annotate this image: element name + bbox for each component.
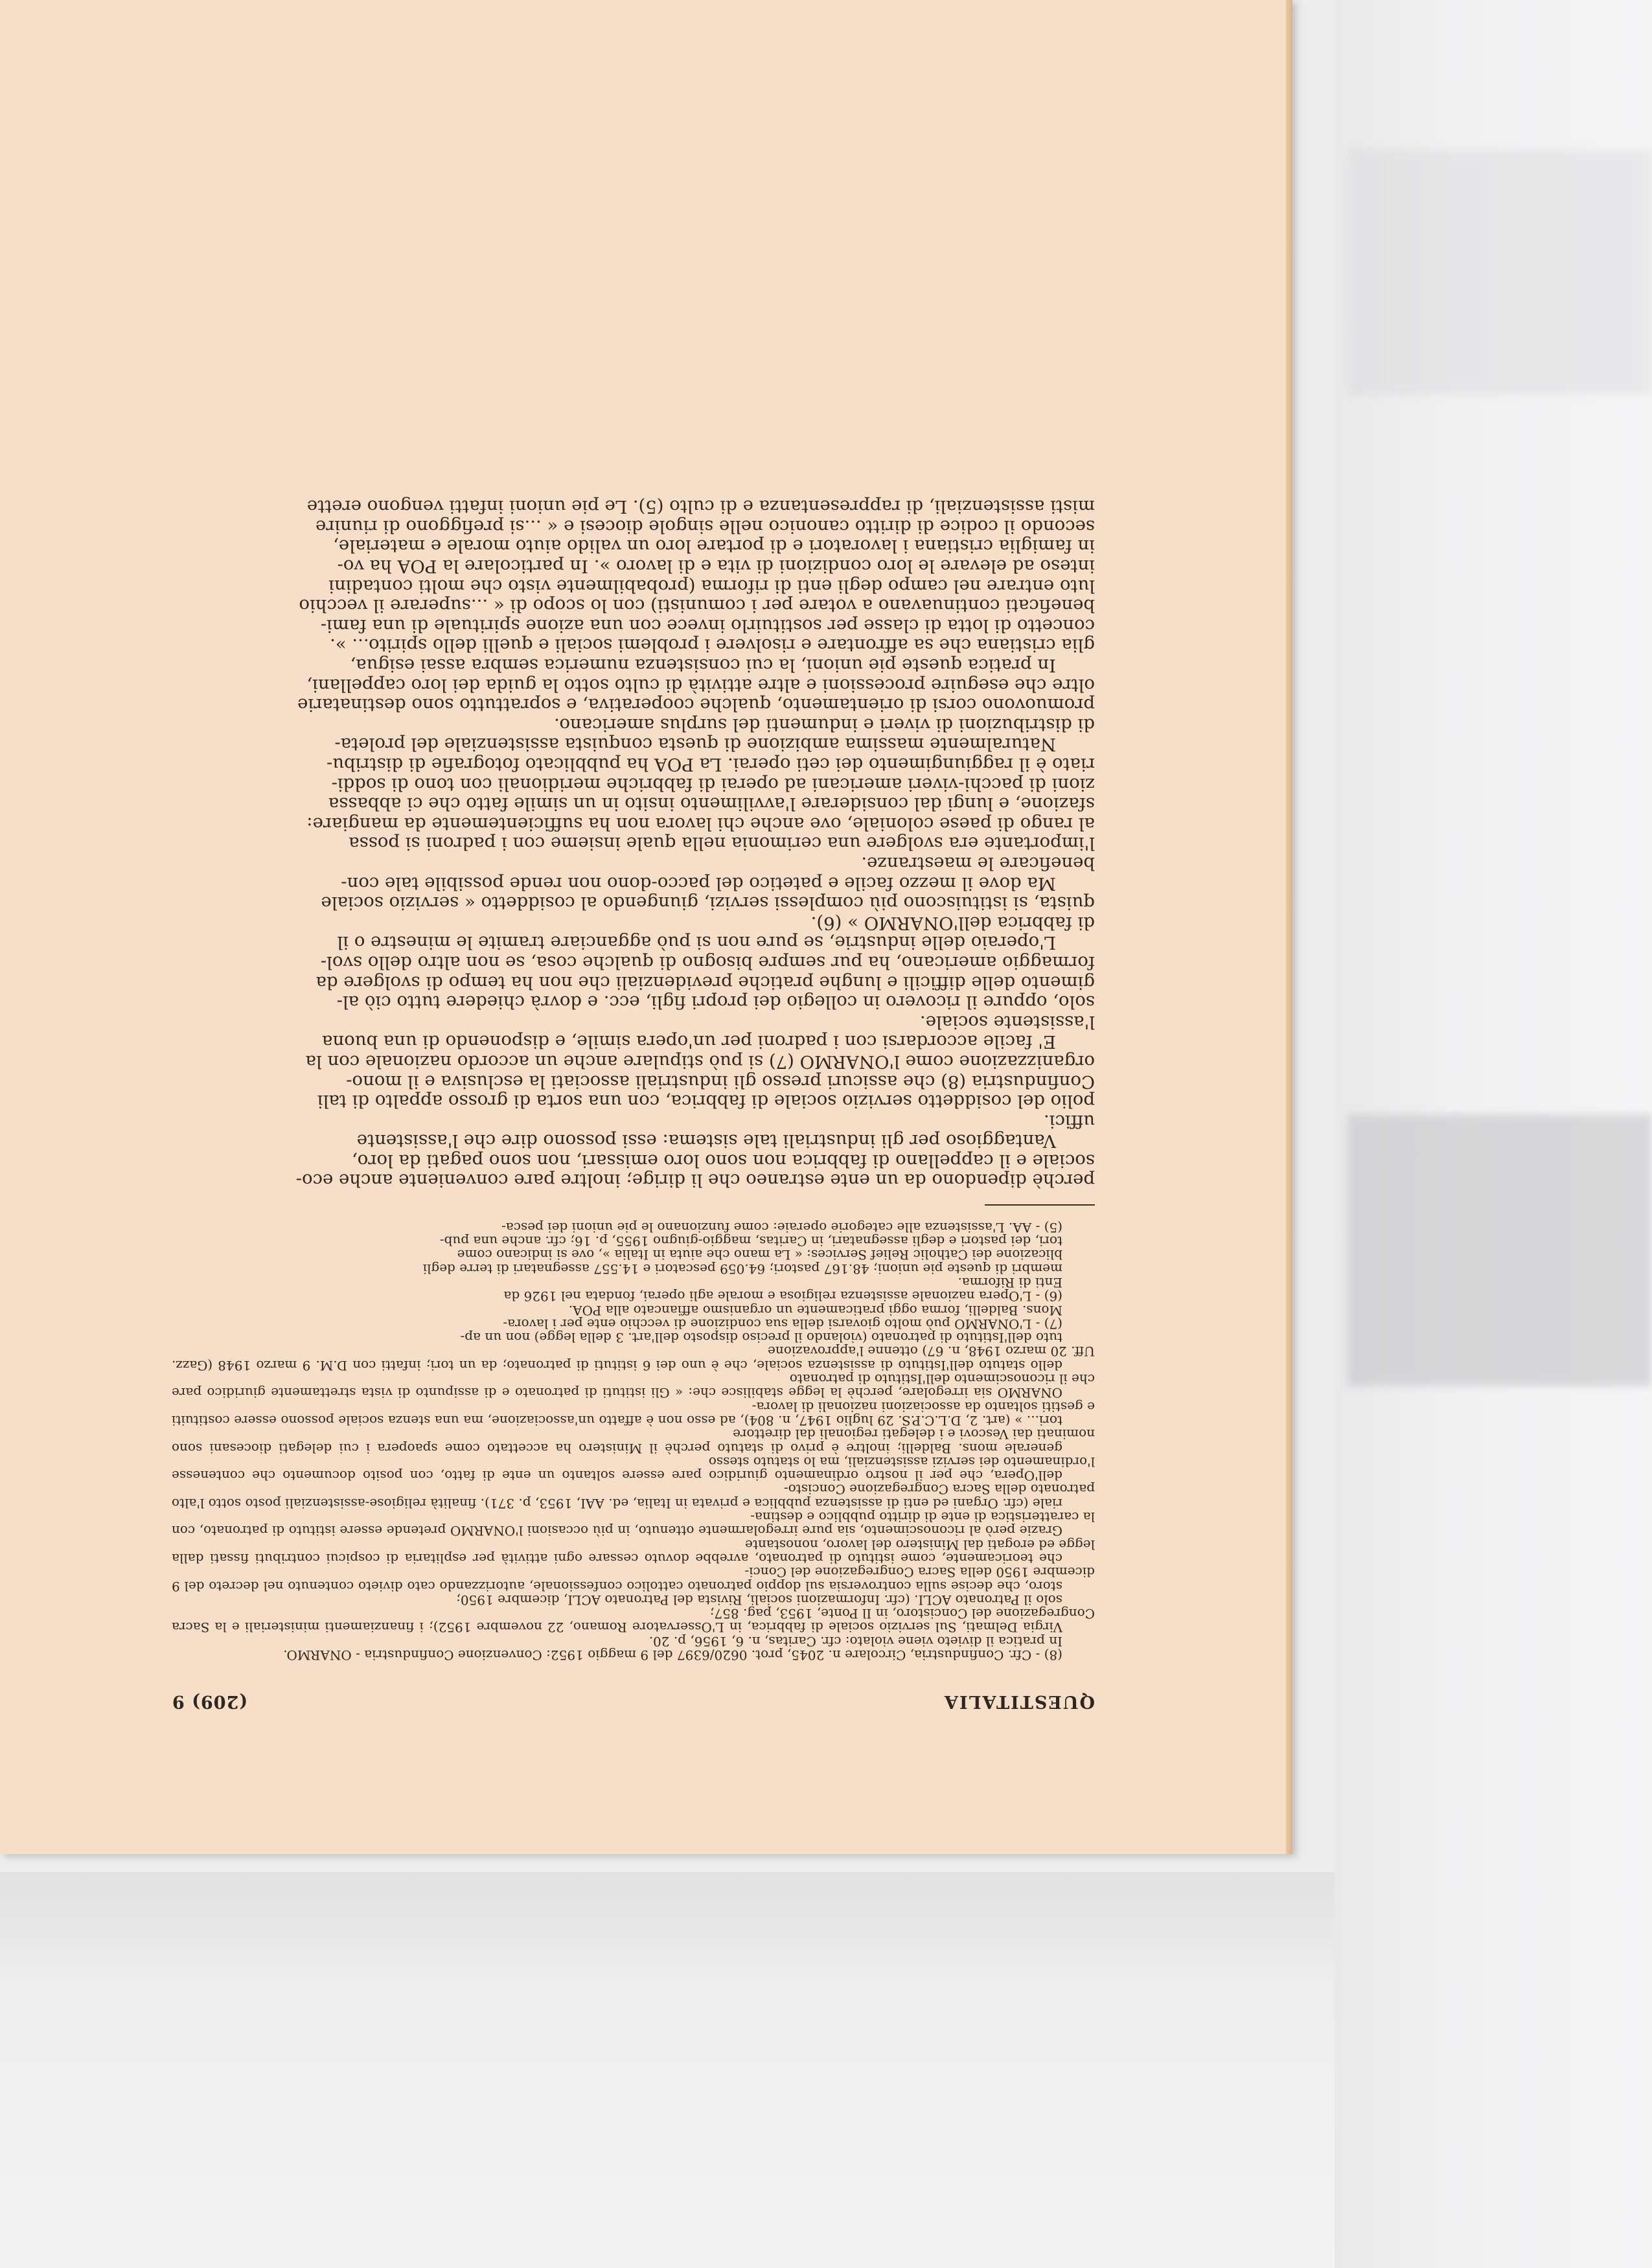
body-line: uffici. <box>1044 1110 1095 1132</box>
body-line: Confindustria (8) che assicuri presso gli industriali associati la esclusiva e il mono- <box>346 1071 1095 1092</box>
body-line: oltre che eseguire processioni e altre attività di culto sotto la guida dei loro cappellani, <box>306 674 1095 696</box>
body-line: l'importante era svolgere una cerimonia nella quale insieme con i padroni si possa <box>349 833 1095 854</box>
body-line: Ma dove il mezzo facile e patetico del pacco-dono non rende possibile tale con- <box>341 873 1056 894</box>
footnote-line: Virgia Delmati, Sul servizio sociale di fabbrica, in L'Osservatore Romano, 22 novembre 1952); i finanziamenti ministeriali e la Sacra Congregazione del Concistoro, in Il Ponte, 1953, pag. 857; <box>172 1606 1095 1636</box>
body-line: concetto di lotta di classe per sostituirlo invece con una azione spirituale di una fami- <box>320 615 1095 636</box>
body-line: l'assistente sociale. <box>919 1011 1095 1033</box>
footnote-line: (8) - Cfr. Confindustria, Circolare n. 2045, prot. 0620/6397 del 9 maggio 1952: Convenzione Confindustria - ONARMO. <box>283 1647 1062 1663</box>
bleed-through-mark-middle <box>1348 1114 1652 1386</box>
footnote-line: (5) - AA. L'assistenza alle categorie operaie: come funzionano le pie unioni dei pesca- <box>501 1219 1062 1235</box>
page-text-block <box>172 497 1095 1712</box>
footnote-line: Grazie però al riconoscimento, sia pure irregolarmente ottenuto, in più occasioni l'ONARMO pretende essere istituto di patronato, con la caratteristica di ente di diritto pubblico e destina- <box>172 1509 1095 1539</box>
footnote-line: ONARMO sia irregolare, perchè la legge stabilisce che: « Gli istituti di patronato e di assipunto di vista strettamente giuridico pare che il riconoscimento dell'Istituto di patronato <box>172 1371 1095 1401</box>
running-head-title: QUESTITALIA <box>943 1691 1095 1712</box>
body-line: al rango di paese coloniale, ove anche chi lavora non ha sufficientemente da mangiare: <box>306 813 1095 834</box>
body-line: zioni di pacchi-viveri americani ad operai di fabbriche meridionali con tono di soddi- <box>331 773 1095 795</box>
body-line: E' facile accordarsi con i padroni per un'opera simile, e disponendo di una buona <box>322 1031 1056 1053</box>
footnote-line: solo il Patronato ACLI. (cfr. Informazioni sociali, Rivista del Patronato ACLI, dicembre 1950; <box>456 1592 1062 1608</box>
footnote-line: dello statuto dell'Istituto di assistenza sociale, che è uno dei 6 istituti di patronato; da un tori; infatti con D.M. 9 marzo 1948 (Gazz. Uff. 20 marzo 1948, n. 67) ottenne l'approvazione <box>172 1344 1095 1373</box>
footnote-line: dell'Opera, che per il nostro ordinamento giuridico pare essere soltanto un ente di fatto, con posito documento che contenesse l'ordinamento dei servizi assistenziali, ma lo statuto stesso <box>172 1454 1095 1484</box>
body-line: beneficati continuavano a votare per i comunisti) con lo scopo di « ...superare il vecchio <box>299 595 1095 617</box>
body-line: inteso ad elevare le loro condizioni di vita e di lavoro ». In particolare la POA ha vo- <box>337 556 1095 577</box>
body-line: quista, si istituiscono più complessi servizi, giungendo al cosiddetto « servizio sociale <box>321 893 1095 914</box>
footnote-separator-rule <box>985 1205 1095 1206</box>
footnote-line: tori... » (art. 2, D.L.C.P.S. 29 luglio 1947, n. 804), ad esso non è affatto un'associazione, ma una stenza sociale possono essere costituiti e gestiti soltanto da associazioni nazionali di lavora- <box>172 1399 1095 1428</box>
page-number: (209) 9 <box>172 1691 248 1712</box>
body-line: luto entrare nel campo degli enti di riforma (probabilmente visto che molti contadini <box>328 575 1095 597</box>
footnote-line: riale (cfr. Organi ed enti di assistenza pubblica e privata in Italia, ed. AAI, 1953, p. 371). finalità religiose-assistenziali posto sotto l'alto patronato della Sacra Congregazione Concisto- <box>172 1482 1095 1511</box>
footnote-line: Mons. Baldelli, forma oggi praticamente un organismo affiancato alla POA. <box>568 1302 1062 1318</box>
footnote-line: tori, dei pastori e degli assegnatari, in Caritas, maggio-giugno 1955, p. 16; cfr. anche una pub- <box>439 1233 1062 1250</box>
body-line: misti assistenziali, di rappresentanza e di culto (5). Le pie unioni infatti vengono erette <box>306 496 1095 518</box>
scanner-background-bottom <box>0 1872 1335 2268</box>
running-head <box>172 1691 1095 1712</box>
footnote-line: storo, che decise sulla controversia sul doppio patronato cattolico confessionale, autorizzando cato divieto contenuto nel decreto del 9 dicembre 1950 della Sacra Congregazione del Conci- <box>172 1564 1095 1594</box>
body-line: Vantaggioso per gli industriali tale sistema: essi possono dire che l'assistente <box>356 1130 1056 1152</box>
body-line: in famiglia cristiana i lavoratori e di portare loro un valido aiuto morale e materiale, <box>333 536 1095 557</box>
footnote-line: Enti di Riforma. <box>958 1274 1062 1290</box>
body-line: promuovono corsi di orientamento, qualche cooperativa, e soprattutto sono destinatarie <box>297 694 1095 716</box>
body-line: In pratica queste pie unioni, la cui consistenza numerica sembra assai esigua, <box>350 655 1056 676</box>
footnote-line: In pratica il divieto viene violato: cfr. Caritas, n. 6, 1956, p. 20. <box>648 1633 1062 1649</box>
footnote-line: membri di queste pie unioni; 48.167 pastori; 64.059 pescatori e 14.557 assegnatari di terre degli <box>422 1261 1062 1277</box>
body-line: gimento delle difficili e lunghe pratiche previdenziali che non ha tempo di svolgere da <box>315 972 1095 993</box>
body-line: organizzazione come l'ONARMO (7) si può stipulare anche un accordo nazionale con la <box>305 1051 1095 1072</box>
body-line: beneficare le maestranze. <box>861 853 1095 874</box>
bleed-through-mark-top <box>1348 149 1652 395</box>
footnote-line: (7) - L'ONARMO può molto giovarsi della sua condizione di vecchio ente per i lavora- <box>503 1316 1062 1332</box>
footnote-line: che teoricamente, come istituto di patronato, avrebbe dovuto cessare ogni attività per esplitaria di cospicui contributi fissati dalla legge ed erogati dal Ministero del lavoro, nonostante <box>172 1537 1095 1566</box>
body-line: perchè dipendono da un ente estraneo che li dirige; inoltre pare conveniente anche eco- <box>295 1170 1095 1191</box>
body-line: sfazione, e lungi dal considerare l'avvilimento insito in un simile fatto che ci abbassa <box>328 794 1095 815</box>
body-line: di distribuzioni di viveri e indumenti del surplus americano. <box>554 714 1095 735</box>
body-line: di fabbrica dell'ONARMO » (6). <box>810 912 1095 934</box>
body-line: Naturalmente massima ambizione di questa conquista assistenziale del proleta- <box>334 734 1056 755</box>
body-line: formaggio americano, ha pur sempre bisogno di qualche cosa, se non altro dello svol- <box>320 952 1095 973</box>
body-line: solo, oppure il ricovero in collegio dei propri figli, ecc. e dovrà chiedere tutto ciò al- <box>336 992 1095 1013</box>
footnote-line: generale mons. Baldelli; inoltre è privo di statuto perchè il Ministero ha accettato come spaopera i cui delegati diocesani sono nominati dai Vescovi e i delegati regionali dal direttore <box>172 1426 1095 1456</box>
footnotes-section <box>172 1220 1095 1662</box>
footnote-line: (6) - L'Opera nazionale assistenza religiosa e morale agli operai, fondata nel 1926 da <box>503 1289 1062 1305</box>
main-body-text <box>172 497 1095 1191</box>
footnote-line: tuto dell'Istituto di patronato (violando il preciso disposto dell'art. 3 della legge) non un ap- <box>460 1330 1062 1346</box>
body-line: riato è il raggiungimento dei ceti operai. La POA ha pubblicato fotografie di distribu- <box>327 754 1095 775</box>
body-line: glia cristiana che sa affrontare e risolvere i problemi sociali e quelli dello spirito... ». <box>330 635 1095 656</box>
body-line: sociale e il cappellano di fabbrica non sono loro emissari, non sono pagati da loro, <box>352 1150 1095 1171</box>
body-line: polio del cosiddetto servizio sociale di fabbrica, con una sorta di grosso appalto di tali <box>317 1091 1095 1112</box>
body-line: L'operaio delle industrie, se pure non si può agganciare tramite le minestre o il <box>337 932 1056 954</box>
footnote-line: blicazione dei Catholic Relief Services: « La mano che aiuta in Italia », ove si indicano come <box>457 1247 1062 1263</box>
body-line: secondo il codice di diritto canonico nelle singole diocesi e « ...si prefiggono di riunire <box>315 516 1095 537</box>
